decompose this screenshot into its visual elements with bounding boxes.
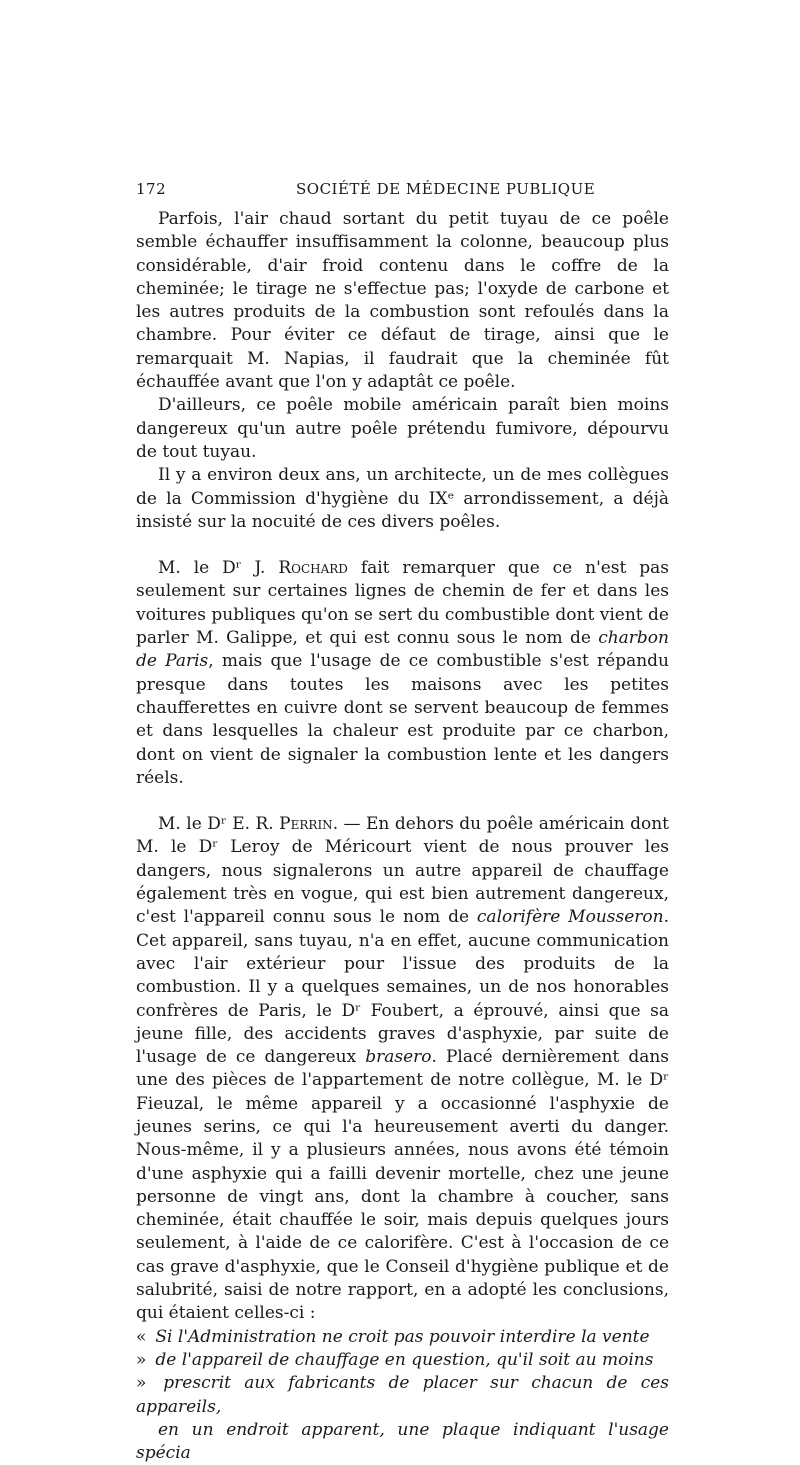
quote-line bbox=[136, 1372, 669, 1419]
quote-line bbox=[136, 1349, 669, 1372]
quote-mark: » bbox=[136, 1373, 147, 1394]
running-title: SOCIÉTÉ DE MÉDECINE PUBLIQUE bbox=[296, 180, 596, 198]
paragraph-perrin bbox=[136, 813, 669, 1326]
quote-mark: » bbox=[136, 1349, 147, 1370]
quoted-recommendation bbox=[136, 1326, 669, 1465]
paragraph-text: , mais que l'usage de ce combustible s'est répandu presque dans toutes les maisons avec les petites chaufferettes en cuivre dont se servent beaucoup de femmes et dans lesquelles la chaleur est produite par ce charbon, dont on vient de signaler la combustion lente et les dangers réels. bbox=[136, 651, 670, 788]
italic-term: calorifère Mousseron bbox=[476, 907, 664, 928]
italic-term: brasero bbox=[365, 1047, 432, 1068]
paragraph-rochard bbox=[136, 557, 669, 790]
paragraph-3: Il y a environ deux ans, un architecte, un de mes collègues de la Commission d'hygiène du IXᵉ arrondissement, a déjà insisté sur la nocuité de ces divers poêles. bbox=[136, 465, 669, 532]
quote-text: en un endroit apparent, une plaque indiquant l'usage spécia bbox=[136, 1419, 669, 1464]
italic-term: charbon de Paris bbox=[136, 628, 669, 672]
quote-text: de l'appareil de chauffage en question, qu'il soit au moins bbox=[155, 1349, 654, 1370]
paragraph-text: . Cet appareil, sans tuyau, n'a en effet, aucune communication avec l'air extérieur pour l'issue des produits de la combustion. Il y a quelques semaines, un de nos honorables confrères de Paris, le Dʳ Foubert, a éprouvé, ainsi que sa jeune fille, des accidents graves d'asphyxie, par suite de l'usage de ce dangereux bbox=[136, 907, 669, 1068]
paragraph-gap bbox=[136, 534, 669, 557]
paragraph-text: . Placé dernièrement dans une des pièces de l'appartement de notre collègue, M. le Dʳ Fieuzal, le même appareil y a occasionné l'asphyxie de jeunes serins, ce qui l'a heureusement averti du danger. Nous-même, il y a plusieurs années, nous avons été témoin d'une asphyxie qui a failli devenir mortelle, chez une jeune personne de vingt ans, dont la chambre à coucher, sans cheminée, était chauffée le soir, mais depuis quelques jours seulement, à l'aide de ce calorifère. C'est à l'occasion de ce cas grave d'asphyxie, que le Conseil d'hygiène publique et de salubrité, saisi de notre rapport, en a adopté les conclusions, qui étaient celles-ci : bbox=[136, 1047, 670, 1324]
speaker-prefix: M. le Dʳ J. bbox=[158, 558, 266, 579]
quote-line bbox=[136, 1419, 669, 1465]
page-body bbox=[136, 208, 669, 1465]
paragraph-1: Parfois, l'air chaud sortant du petit tuyau de ce poêle semble échauffer insuffisamment la colonne, beaucoup plus considérable, d'air froid contenu dans le coffre de la cheminée; le tirage ne s'effectue pas; l'oxyde de carbone et les autres produits de la combustion sont refoulés dans la chambre. Pour éviter ce défaut de tirage, ainsi que le remarquait M. Napias, il faudrait que la cheminée fût échauffée avant que l'on y adaptât ce poêle. bbox=[136, 209, 669, 393]
quote-mark: « bbox=[136, 1326, 147, 1347]
quote-line bbox=[136, 1326, 669, 1349]
speaker-name: Rochard bbox=[278, 558, 348, 579]
page-number: 172 bbox=[136, 180, 167, 198]
running-header bbox=[136, 180, 669, 202]
paragraph-text: . — En dehors du poêle américain dont M. le Dʳ Leroy de Méricourt vient de nous prouver les dangers, nous signalerons un autre appareil de chauffage également très en vogue, qui est bien autrement dangereux, c'est l'appareil connu sous le nom de bbox=[136, 814, 669, 928]
paragraph-text: fait remarquer que ce n'est pas seulement sur certaines lignes de chemin de fer et dans les voitures publiques qu'on se sert du combustible dont vient de parler M. Galippe, et qui est connu sous le nom de bbox=[136, 558, 669, 649]
quote-text: Si l'Administration ne croit pas pouvoir interdire la vente bbox=[155, 1326, 650, 1347]
paragraph-2: D'ailleurs, ce poêle mobile américain paraît bien moins dangereux qu'un autre poêle prétendu fumivore, dépourvu de tout tuyau. bbox=[136, 395, 669, 462]
speaker-prefix: M. le Dʳ E. R. bbox=[158, 814, 274, 835]
speaker-name: Perrin bbox=[279, 814, 333, 835]
quote-text: prescrit aux fabricants de placer sur chacun de ces appareils, bbox=[136, 1373, 670, 1417]
paragraph-gap bbox=[136, 790, 669, 813]
